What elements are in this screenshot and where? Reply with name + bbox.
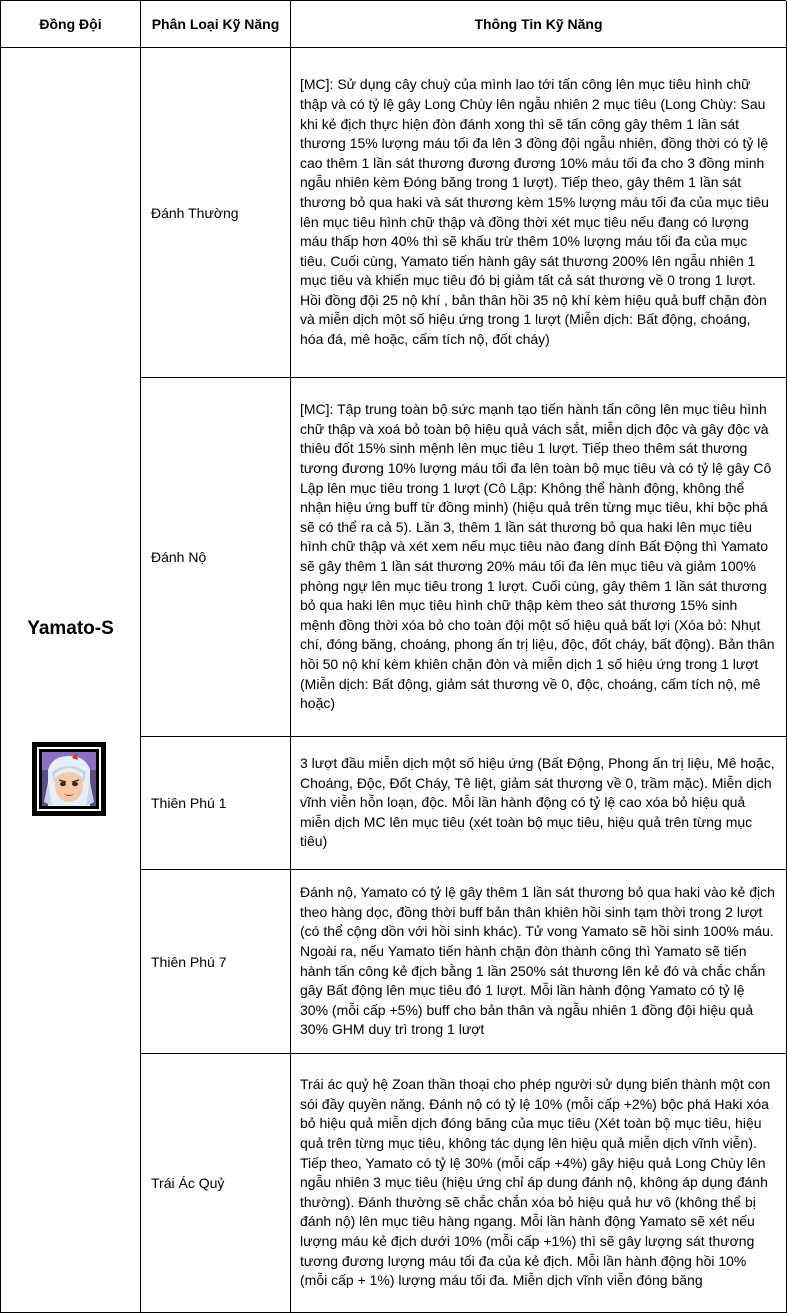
yamato-portrait-icon (42, 752, 96, 806)
skill-info-text: Trái ác quỷ hệ Zoan thần thoại cho phép người sử dụng biến thành một con sói đầy quyền năng. Đánh nộ có tỷ lệ 10% (mỗi cấp +2%) bộc phá Haki xóa bỏ hiệu quả miễn dịch đóng băng của mục tiêu (Xét toàn bộ mục tiêu, hiệu quả trên từng mục tiêu, không tác dụng lên hiệu quả miễn dịch vĩnh viễn). Tiếp theo, Yamato có tỷ lệ 30% (mỗi cấp +4%) gây hiệu quả Long Chùy lên ngẫu nhiên 3 mục tiêu (hiệu ứng chỉ áp dung đánh nộ, không áp dụng đánh thường). Đánh thường sẽ chắc chắn xóa bỏ hiệu quả hư vô (không thể bị đánh nộ) lên mục tiêu hàng ngang. Mỗi lần hành động Yamato sẽ xét nếu lượng máu kẻ địch dưới 10% (mỗi cấp +1%) thì sẽ gây lượng sát thương tương đương lượng máu tối đa của kẻ địch. Mỗi lần hành động hồi 10% (mỗi cấp + 1%) lượng máu tối đa. Miễn dịch vĩnh viễn đóng băng (300, 1076, 771, 1289)
header-skill-info: Thông Tin Kỹ Năng (291, 1, 787, 48)
skill-info-text: Đánh nộ, Yamato có tỷ lệ gây thêm 1 lần sát thương bỏ qua haki vào kẻ địch theo hàng dọc, đồng thời buff bản thân khiên hồi sinh tạm thời trong 2 lượt (có thể cộng dồn với hồi sinh khác). Tử vong Yamato sẽ hồi sinh 100% máu. Ngoài ra, nếu Yamato tiến hành chặn đòn thành công thì Yamato sẽ tiến hành tấn công kẻ địch bằng 1 lần 250% sát thương lên kẻ đó và chắc chắn gây Bất động lên mục tiêu đó 1 lượt. Mỗi lần hành động Yamato có tỷ lệ 30% (mỗi cấp +5%) buff cho bản thân và ngẫu nhiên 1 đồng đội hiệu quả 30% GHM duy trì trong 1 lượt (300, 884, 775, 1038)
skill-info-text: [MC]: Sử dụng cây chuỳ của mình lao tới tấn công lên mục tiêu hình chữ thập và có tỷ lệ gây Long Chùy lên ngẫu nhiên 2 mục tiêu (Long Chùy: Sau khi kẻ địch thực hiện đòn đánh xong thì sẽ tấn công gây thêm 1 lần sát thương 15% lượng máu tối đa lên 3 đồng đội ngẫu nhiên, đồng thời có tỷ lệ cao thêm 1 lần sát thương đương đương 10% máu tối đa cho 3 đồng minh ngẫu nhiên kèm Đóng băng trong 1 lượt). Tiếp theo, gây thêm 1 lần sát thương bỏ qua haki và sát thương kèm 15% lượng máu tối đa của mục tiêu lên mục tiêu hình chữ thập và đồng thời xét mục tiêu nếu đang có lượng máu thấp hơn 40% thì sẽ khấu trừ thêm 10% lượng máu tối đa của mục tiêu. Cuối cùng, Yamato tiến hành gây sát thương 200% lên ngẫu nhiên 1 mục tiêu và khiến mục tiêu đó bị giảm tất cả sát thương về 0 trong 1 lượt. Hồi đồng đội 25 nộ khí , bản thân hồi 35 nộ khí kèm hiệu quả buff chặn đòn và miễn dịch một số hiệu ứng trong 1 lượt (Miễn dịch: Bất động, choáng, hóa đá, mê hoặc, cấm tích nộ, đốt cháy) (300, 76, 769, 348)
skill-info-devil-fruit (291, 1054, 787, 1313)
skill-info-rage-attack (291, 378, 787, 737)
skill-info-talent-7 (291, 870, 787, 1054)
header-teammate: Đồng Đội (1, 1, 141, 48)
skill-type-rage-attack: Đánh Nộ (141, 378, 291, 737)
skill-type-talent-1: Thiên Phú 1 (141, 737, 291, 870)
skill-info-talent-1 (291, 737, 787, 870)
header-skill-type: Phân Loại Kỹ Năng (141, 1, 291, 48)
skill-info-text: 3 lượt đầu miễn dịch một số hiệu ứng (Bất Động, Phong ấn trị liệu, Mê hoặc, Choáng, Độc, Đốt Cháy, Tê liệt, giảm sát thương về 0, trầm mặc). Miễn dịch vĩnh viễn hỗn loạn, độc. Mỗi lần hành động có tỷ lệ cao xóa bỏ hiệu quả miễn dịch MC lên mục tiêu (xét toàn bộ mục tiêu, hiệu quả trên từng mục tiêu) (300, 755, 775, 850)
skill-type-talent-7: Thiên Phú 7 (141, 870, 291, 1054)
skill-type-normal-attack: Đánh Thường (141, 48, 291, 378)
hero-cell (1, 48, 141, 1313)
skill-info-normal-attack (291, 48, 787, 378)
hero-portrait (32, 742, 106, 816)
hero-name: Yamato-S (27, 618, 114, 639)
skill-info-text: [MC]: Tập trung toàn bộ sức mạnh tạo tiến hành tấn công lên mục tiêu hình chữ thập và xoá bỏ toàn bộ hiệu quả vách sắt, miễn dịch độc và gây độc và thiêu đốt 15% sinh mệnh lên mục tiêu 1 lượt. Tiếp theo thêm sát thương tương đương 10% lượng máu tối đa lên toàn bộ mục tiêu và có tỷ lệ gây Cô Lập lên mục tiêu trong 1 lượt (Cô Lập: Không thể hành động, không thể nhận hiệu ứng buff từ đồng minh) (hiệu quả trên từng mục tiêu, khi bộc phá sẽ có thể ra cả 5). Lần 3, thêm 1 lần sát thương bỏ qua haki lên mục tiêu hình chữ thập và xét xem nếu mục tiêu nào đang dính Bất Động thì Yamato sẽ gây thêm 1 lần sát thương 20% máu tối đa lên mục tiêu và giảm 100% phòng ngự lên mục tiêu trong 1 lượt. Cuối cùng, gây thêm 1 lần sát thương bỏ qua haki lên mục tiêu hình chữ thập kèm theo sát thương 15% sinh mệnh đồng thời xóa bỏ cho toàn đội một số hiệu quả bất lợi (Xóa bỏ: Nhụt chí, đóng băng, choáng, phong ấn trị liệu, độc, đốt cháy, bất động). Bản thân hồi 50 nộ khí kèm khiên chặn đòn và miễn dịch 1 số hiệu ứng trong 1 lượt (Miễn dịch: Bất động, giảm sát thương về 0, độc, choáng, cấm tích nộ, mê hoặc) (300, 401, 775, 712)
skill-type-devil-fruit: Trái Ác Quỷ (141, 1054, 291, 1313)
